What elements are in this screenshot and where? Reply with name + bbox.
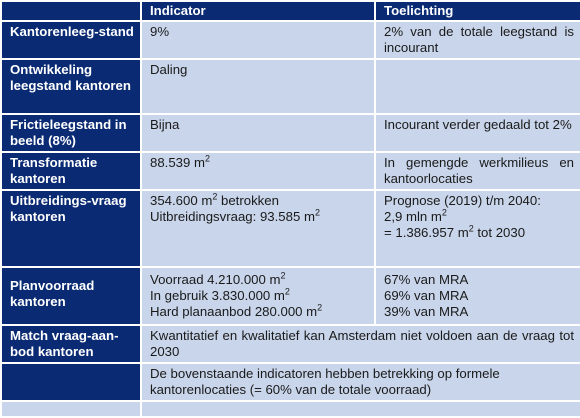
toelichting-cell: Incourant verder gedaald tot 2% xyxy=(375,114,580,152)
unit-superscript: 2 xyxy=(441,207,447,218)
toelichting-cell: 2% van de totale leegstand is incourant xyxy=(375,21,580,59)
indicator-cell: 9% xyxy=(141,21,375,59)
toelichting-value: = 1.386.957 m xyxy=(384,225,469,240)
indicator-value: In gebruik 3.830.000 m xyxy=(150,288,285,303)
unit-superscript: 2 xyxy=(205,153,211,164)
toelichting-suffix: tot 2030 xyxy=(473,225,526,240)
table-header-row xyxy=(1,1,580,21)
indicator-cell xyxy=(141,267,375,325)
unit-superscript: 2 xyxy=(468,223,474,234)
table-tail-row xyxy=(1,401,580,417)
row-label: Uitbreidings-vraag kantoren xyxy=(1,190,141,267)
toelichting-line: 39% van MRA xyxy=(384,304,469,319)
indicator-value: 88.539 m xyxy=(150,155,205,170)
indicator-cell xyxy=(141,152,375,190)
table-row xyxy=(1,152,580,190)
indicator-line xyxy=(150,209,368,225)
indicator-cell: Daling xyxy=(141,59,375,114)
toelichting-cell xyxy=(375,59,580,114)
unit-superscript: 2 xyxy=(212,191,218,202)
toelichting-line: Prognose (2019) t/m 2040: xyxy=(384,193,541,208)
table-row xyxy=(1,325,580,363)
indicator-value: 354.600 m xyxy=(150,193,213,208)
indicator-cell: Bijna xyxy=(141,114,375,152)
row-label: Frictieleegstand in beeld (8%) xyxy=(1,114,141,152)
row-label: Match vraag-aan-bod kantoren xyxy=(1,325,141,363)
unit-superscript: 2 xyxy=(284,286,290,297)
unit-superscript: 2 xyxy=(314,207,320,218)
toelichting-cell xyxy=(375,190,580,267)
row-label: Planvoorraad kantoren xyxy=(1,267,141,325)
header-indicator: Indicator xyxy=(141,1,375,21)
row-label xyxy=(1,363,141,401)
unit-superscript: 2 xyxy=(280,270,286,281)
row-label: Ontwikkeling leegstand kantoren xyxy=(1,59,141,114)
header-cell-empty xyxy=(1,1,141,21)
merged-cell: De bovenstaande indicatoren hebben betrekking op formele kantorenlocaties (= 60% van de totale voorraad) xyxy=(141,363,580,401)
tail-cell xyxy=(1,401,141,417)
indicator-value: Uitbreidingsvraag: 93.585 m xyxy=(150,209,315,224)
indicator-cell xyxy=(141,190,375,267)
indicator-line xyxy=(150,193,368,209)
table-row xyxy=(1,114,580,152)
unit-superscript: 2 xyxy=(317,302,323,313)
header-toelichting: Toelichting xyxy=(375,1,580,21)
table-row xyxy=(1,190,580,267)
indicator-value: Voorraad 4.210.000 m xyxy=(150,272,281,287)
toelichting-line: 67% van MRA xyxy=(384,272,469,287)
row-label: Transformatie kantoren xyxy=(1,152,141,190)
toelichting-cell xyxy=(375,267,580,325)
toelichting-line xyxy=(384,209,574,225)
indicator-value: Hard planaanbod 280.000 m xyxy=(150,304,318,319)
toelichting-value: 2,9 mln m xyxy=(384,209,442,224)
indicator-suffix: betrokken xyxy=(217,193,279,208)
table-row xyxy=(1,21,580,59)
table-row xyxy=(1,363,580,401)
table-row xyxy=(1,267,580,325)
toelichting-line xyxy=(384,225,574,241)
indicator-line xyxy=(150,304,368,320)
table-row xyxy=(1,59,580,114)
indicator-line xyxy=(150,272,368,288)
merged-cell: Kwantitatief en kwalitatief kan Amsterdam niet voldoen aan de vraag tot 2030 xyxy=(141,325,580,363)
toelichting-line: 69% van MRA xyxy=(384,288,469,303)
indicator-line xyxy=(150,288,368,304)
row-label: Kantorenleeg-stand xyxy=(1,21,141,59)
tail-cell xyxy=(141,401,580,417)
toelichting-cell: In gemengde werkmilieus en kantoorlocaties xyxy=(375,152,580,190)
